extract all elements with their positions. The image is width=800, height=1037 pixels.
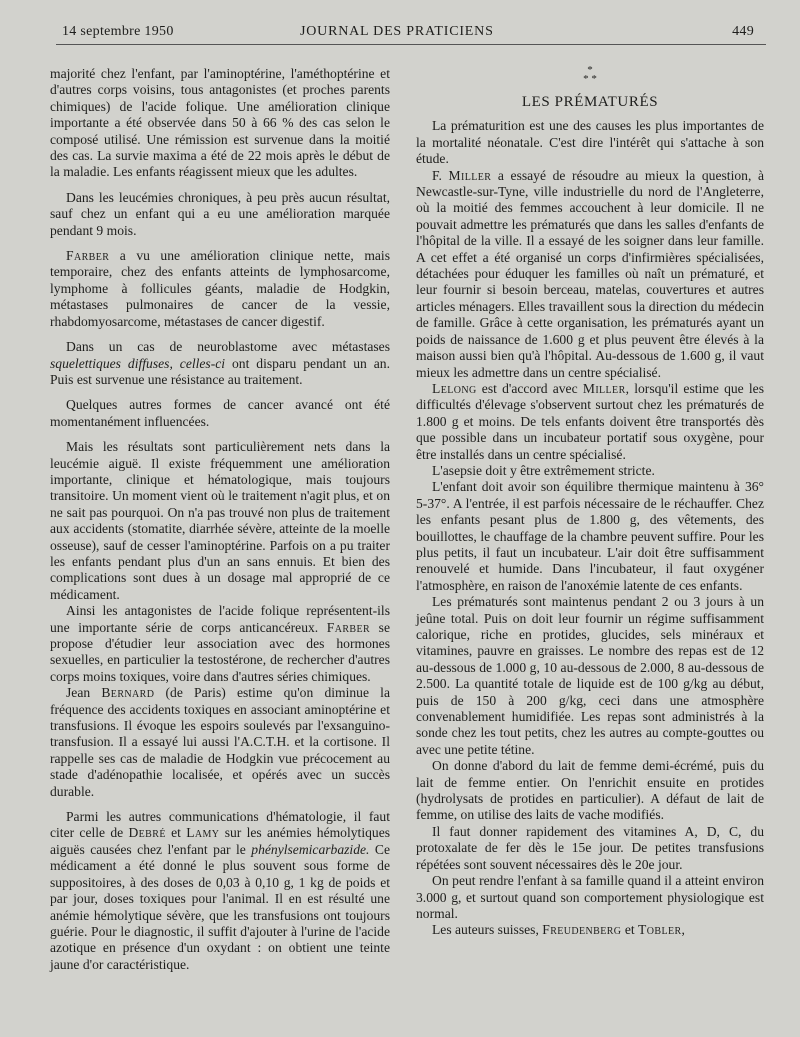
author-name: Bernard	[101, 685, 155, 701]
author-name: Farber	[66, 248, 110, 264]
paragraph-text: et	[621, 922, 639, 938]
paragraph	[50, 603, 390, 685]
emphasis-text: phénylsemicarbazide.	[251, 841, 370, 857]
asterism-top: *	[587, 64, 593, 76]
paragraph-text: Ce médicament a été donné le plus souvent sous forme de suppositoires, à des doses de 0,03 à 0,10 g, 1 kg de poids et par jour, doses toxiques pour l'animal. Il en est résulté une anémie hémolytique sévère, que les transfusions ont toujours guérie. Pour le diagnostic, il suffit d'ajouter à l'urine de l'acide azotique en présence d'un oxydant : on obtient une teinte jaune d'or caractéristique.	[50, 841, 390, 972]
right-column	[416, 66, 764, 939]
paragraph	[50, 685, 390, 800]
paragraph: majorité chez l'enfant, par l'aminoptérine, l'améthoptérine et d'autres corps voisins, tous antagonistes (et proches parents chimiques) de l'acide folique. Une amélioration clinique importante a été observée dans 50 à 66 % des cas selon le composé utilisé. Une rémission est survenue dans la moitié des cas. La survie maxima a été de 22 mois après le début de la maladie. Les enfants réagissent mieux que les adultes.	[50, 66, 390, 180]
author-name: Farber	[326, 619, 371, 635]
paragraph-text: Parmi les autres communications d'hématologie, il faut citer celle de	[50, 809, 390, 841]
paragraph-text: F.	[432, 167, 449, 183]
header-rule	[56, 44, 766, 45]
paragraph-text: a essayé de résoudre au mieux la question, à Newcastle-sur-Tyne, ville industrielle du nord de l'Angleterre, où la moitié des femmes accouchent à leur domicile. Il ne pouvait admettre les prématurés que dans les salles d'enfants de l'hôpital de la ville. Il a essayé de les soigner dans leur famille. A cet effet a été organisé un corps d'infirmières spécialisées, détachées pour éduquer les familles où naît un prématuré, et leur fournir si besoin berceau, matelas, couvertures et autres articles ménagers. Elles travaillent sous la direction du médecin de famille. Grâce à cette organisation, les prématurés ayant un poids de naissance de 1.600 g et plus peuvent être élevés à la maison aussi bien qu'à l'hôpital. Au-dessous de 1.600 g, il vaut mieux les admettre dans un centre spécialisé.	[416, 167, 764, 380]
paragraph: Il faut donner rapidement des vitamines A, D, C, du protoxalate de fer dès le 15e jour. De petites transfusions répétées sont souvent nécessaires dès le 20e jour.	[416, 823, 764, 872]
author-name: Miller	[582, 380, 626, 396]
header-journal-title: JOURNAL DES PRATICIENS	[300, 24, 494, 39]
paragraph-text: sur les anémies hémolytiques aiguës causées chez l'enfant par le	[50, 825, 391, 857]
paragraph	[416, 168, 764, 381]
paragraph-text: se propose d'étudier leur association avec des hormones sexuelles, en particulier la testostérone, de rechercher d'autres corps moins toxiques, voire dans d'autres séries chimiques.	[50, 619, 390, 684]
left-column	[50, 66, 390, 973]
paragraph-text: (de Paris) estime qu'on diminue la fréquence des accidents toxiques en associant aminoptérine et transfusions. Il évoque les espoirs soulevés par l'exsanguino-transfusion. Il a essayé lui aussi l'A.C.T.H. et la cortisone. Il rappelle ses cas de maladie de Hodgkin vue précocement au stade d'adénopathie localisée, et opérés avec un succès durable.	[50, 685, 390, 799]
running-header	[62, 20, 762, 42]
header-page-number: 449	[732, 24, 754, 39]
paragraph-text: a vu une amélioration clinique nette, mais temporaire, chez des enfants atteints de lymphosarcome, lymphome à follicules géants, maladie de Hodgkin, métastases pulmonaires de cancer de la vessie, rhabdomyosarcome, métastases de cancer digestif.	[50, 248, 390, 329]
author-name: Lelong	[432, 380, 477, 396]
paragraph	[416, 381, 764, 463]
paragraph	[50, 339, 390, 388]
author-name: Tobler	[638, 922, 682, 938]
header-date: 14 septembre 1950	[62, 24, 174, 39]
paragraph-text: Ainsi les antagonistes de l'acide folique représentent-ils une importante série de corps anticancéreux.	[50, 603, 390, 635]
paragraph: La prématurition est une des causes les plus importantes de la mortalité néonatale. C'est dire l'intérêt qui s'attache à son étude.	[416, 118, 764, 167]
paragraph: Dans les leucémies chroniques, à peu près aucun résultat, sauf chez un enfant qui a eu une amélioration marquée pendant 9 mois.	[50, 189, 390, 238]
paragraph-text: Jean	[66, 685, 102, 701]
paragraph	[50, 809, 390, 973]
asterism-bottom: * *	[583, 73, 597, 85]
paragraph: On donne d'abord du lait de femme demi-écrémé, puis du lait de femme entier. On l'enrichit ensuite en protides (hydrolysats de protides en particulier). A défaut de lait de femme, on utilise des laits de vache modifiés.	[416, 758, 764, 823]
paragraph	[50, 248, 390, 330]
section-title: LES PRÉMATURÉS	[521, 94, 659, 110]
paragraph-text: ,	[681, 922, 685, 938]
paragraph-text: ont disparu pendant un an. Puis est survenue une résistance au traitement.	[50, 355, 390, 387]
author-name: Freudenberg	[542, 922, 622, 938]
paragraph: L'enfant doit avoir son équilibre thermique maintenu à 36° 5-37°. A l'entrée, il est parfois nécessaire de le réchauffer. Chez les enfants pesant plus de 1.800 g, des vêtements, des bouillottes, le chauffage de la chambre peuvent suffire. Pour les plus petits, il faut un incubateur. L'air doit être suffisamment renouvelé et humide. Dans l'incubateur, il faut oxygéner l'atmosphère, en raison de l'anoxémie latente de ces enfants.	[416, 479, 764, 593]
paragraph-text: est d'accord avec	[476, 380, 583, 396]
paragraph: On peut rendre l'enfant à sa famille quand il a atteint environ 3.000 g, et surtout quand son comportement physiologique est normal.	[416, 873, 764, 921]
paragraph	[416, 922, 764, 938]
paragraph: Quelques autres formes de cancer avancé ont été momentanément influencées.	[50, 397, 390, 429]
paragraph-text: Dans un cas de neuroblastome avec métastases	[66, 339, 390, 355]
author-name: Lamy	[186, 825, 220, 841]
asterism	[416, 66, 764, 84]
paragraph-text: Les auteurs suisses,	[432, 922, 543, 938]
author-name: Debré	[128, 825, 166, 841]
paragraph: Mais les résultats sont particulièrement nets dans la leucémie aiguë. Il existe fréquemment une amélioration importante, clinique et hématologique, mais toujours transitoire. Un moment vient où le traitement n'agit plus, et on ne sait pas pourquoi. On n'a pas trouvé non plus de traitement aux accidents (stomatite, diarrhée sévère, atteinte de la moelle osseuse), sauf de cesser l'aminoptérine. Parfois on a pu traiter les enfants pendant plus d'un an sans ennuis. Et bien des complications sont dues à un dosage mal approprié de ce médicament.	[50, 439, 390, 602]
author-name: Miller	[448, 167, 492, 183]
paragraph: Les prématurés sont maintenus pendant 2 ou 3 jours à un jeûne total. Puis on doit leur fournir un régime suffisamment calorique, riche en protides, glucides, sels minéraux et vitamines, pauvre en graisses. Le nombre des repas est de 12 au-dessous de 1.000 g, 10 au-dessous de 2.000, 8 au-dessous de 2.500. La quantité totale de liquide est de 100 g/kg au début, puis de 150 à 200 g/kg, ceci dans une atmosphère convenablement humidifiée. Les repas sont administrés à la sonde chez les tout petits, chez les autres au compte-gouttes ou avec une petite tétine.	[416, 594, 764, 757]
emphasis-text: squelettiques diffuses, celles-ci	[50, 355, 226, 371]
paragraph-text: et	[165, 825, 187, 841]
paragraph: L'asepsie doit y être extrêmement stricte.	[432, 462, 655, 478]
paragraph-text: , lorsqu'il estime que les difficultés d'élevage s'observent surtout chez les prématurés de 1.800 g et moins. De tels enfants doivent être transportés dès que possible dans un incubateur portatif sous oxygène, pour être installés dans un centre spécialisé.	[416, 380, 764, 462]
